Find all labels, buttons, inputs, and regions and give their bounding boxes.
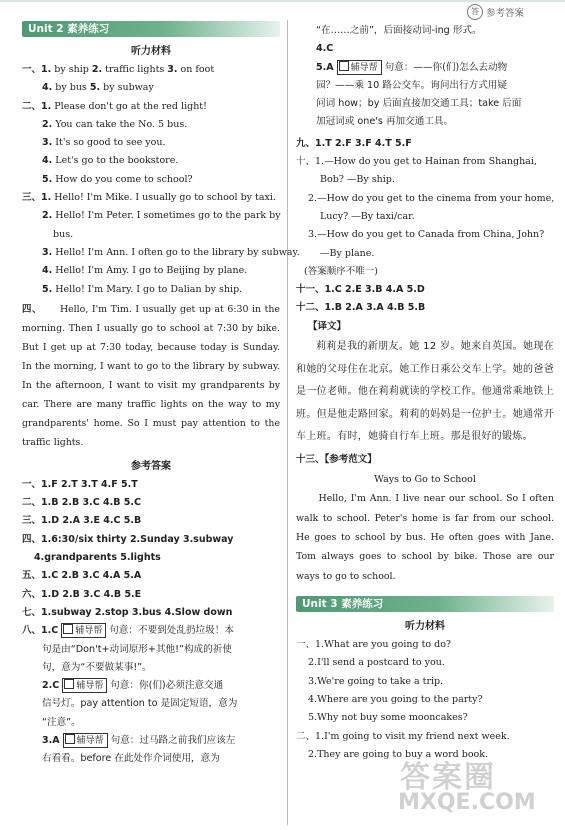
essay-title: Ways to Go to School [374,473,476,485]
item-text: by bus [55,82,90,94]
tag-label: 辅导帮 [76,681,104,692]
listening-lines [22,61,300,299]
section-ten-line [296,171,554,189]
section-eleven-answers: 十一、1.C 2.E 3.B 4.A 5.D [296,284,425,296]
listening-line [22,79,280,97]
section-ten-line [296,226,554,244]
unit3-title-bar: Unit 3 素养练习 [296,596,554,612]
listening-line [22,281,280,299]
r2-line [296,40,554,58]
tag-box-icon [339,61,349,71]
eight-1-number: 八、1.C [22,625,59,637]
tag-label: 辅导帮 [75,626,103,637]
item-text: Hello! I'm Amy. I go to Beijing by plane. [55,265,248,277]
unit3-text: 一、1.What are you going to do? [296,639,452,651]
item-number: 2. [91,64,103,75]
section-ten-text: Lucy? —By taxi/car. [320,210,415,222]
left-column [22,21,300,769]
item-number: 三、1. [22,192,52,204]
answer-row [22,512,280,530]
answers-title: 参考答案 [131,460,171,472]
r1-line: “在……之前”，后面接动词-ing 形式。 [316,25,482,36]
tag-label: 辅导帮 [76,736,104,747]
item-text: Let's go to the bookstore. [55,155,179,167]
column-divider [287,20,288,825]
tag-box-icon [64,679,74,689]
unit3-line [296,654,554,672]
item-number: 一、1. [22,64,52,75]
section-ten-text: (答案顺序不唯一) [304,265,378,277]
unit3-text: 二、1.I'm going to visit my friend next week. [296,730,510,742]
answer-row [22,586,280,604]
listening-line [22,244,300,262]
translation-label-text: 【译文】 [308,320,347,332]
section-four [22,300,280,452]
item-text: bus. [53,228,74,240]
listening-line [22,262,280,280]
eight-3-text: 句意：过马路之前我们应该左 [110,735,236,747]
section-eleven [296,281,554,299]
eight-1-line3: 句，意为“不要做某事!”。 [42,661,152,673]
listening3-title: 听力材料 [405,621,445,633]
answer-text: 七、1.subway 2.stop 3.bus 4.Slow down [22,606,233,618]
section-nine-answers: 九、1.T 2.F 3.F 4.T 5.F [296,137,412,149]
tutor-tag [337,60,382,75]
answer-row [22,549,280,567]
item-text: Hello! I'm Mary. I go to Dalian by ship. [55,283,243,295]
item-number: 5. [89,82,101,94]
eight-1-row [22,622,280,640]
r2-number: 4.C [316,43,334,55]
listening-line [22,98,280,116]
section-ten-line [296,153,554,171]
unit3-line [296,728,554,746]
translation-label [296,318,554,336]
item-text: Hello! I'm Mike. I usually go to school by taxi. [54,192,276,204]
watermark-main: 答案圈 [400,760,496,795]
header-label: 参考答案 [486,8,525,19]
unit3-line [296,673,554,691]
r3-row [296,59,554,77]
unit3-line [296,636,554,654]
tutor-tag [61,623,106,638]
r5-line: 问词 how；by 后面直接加交通工具；take 后面 [316,98,522,110]
eight-3-row [22,732,280,750]
unit3-text: 4.Where are you going to the party? [308,694,483,706]
r3-number: 5.A [316,61,334,73]
eight-3-number: 3.A [42,735,60,747]
eight-1-line2: 句是由“Don't+动词原形+其他!”构成的祈使 [42,643,232,655]
item-text: Hello! I'm Peter. I sometimes go to the park by [55,210,281,222]
item-text: Hello! I'm Ann. I often go to the library by subway. [55,246,300,258]
listening-line [22,152,280,170]
tutor-tag [62,678,107,693]
item-text: on foot [180,64,215,75]
page-header-label [467,4,557,20]
item-number: 二、1. [22,100,52,112]
r3-text: 句意：——你(们)怎么去动物 [384,61,508,73]
eight-3-line2: 右看看。before 在此处作介词使用，意为 [42,753,220,765]
item-number: 5. [42,283,53,295]
tag-box-icon [65,734,75,744]
eight-2-line3: “注意”。 [42,716,81,728]
unit3-listening-lines [296,636,554,764]
watermark-sub: MXQE.COM [398,790,536,815]
listening-line [22,61,280,79]
eight-2-text: 句意：你(们)必须注意交通 [110,680,224,692]
item-text: by subway [103,82,154,94]
answer-text: 一、1.F 2.T 3.T 4.F 5.T [22,478,138,490]
unit2-title-bar: Unit 2 素养练习 [22,21,280,37]
eight-2-number: 2.C [42,680,60,692]
answer-row [22,531,280,549]
translation-paragraph: 莉莉是我的新朋友。她 12 岁。她来自英国。她现在和她的父母住在北京。她工作日乘公交车上学。她的爸爸是一位老师。他在莉莉就读的学校工作。他通常乘地铁上班。但是他走路回家。莉莉的妈妈是一位护士。她通常开车上班。有时，她骑自行车上班。那是很好的锻炼。 [296,341,554,443]
item-number: 4. [42,82,53,94]
item-text: by ship [54,64,92,75]
unit3-line [296,709,554,727]
section-ten-text: —By plane. [320,247,375,259]
unit3-text: 2.They are going to buy a word book. [308,748,489,760]
answers-list [22,476,280,622]
item-number: 3. [42,246,53,258]
item-text: How do you come to school? [55,173,193,185]
section-thirteen-label: 十三、【参考范文】 [296,453,377,465]
section-ten-text: 2.—How do you get to the cinema from your home, [308,192,555,204]
answer-text: 三、1.D 2.A 3.E 4.C 5.B [22,515,142,527]
r4-line: 园？——乘 10 路公交车。询问出行方式用疑 [316,79,507,91]
answer-row [22,604,280,622]
eight-2-row [22,677,280,695]
listening-line [22,226,280,244]
section-ten-text: Bob? —By ship. [320,174,395,186]
eight-2-line2: 信号灯。pay attention to 是固定短语，意为 [42,698,238,710]
section-ten-line [296,190,554,208]
item-number: 5. [42,173,53,185]
listening-line [22,171,280,189]
listening-line [22,116,280,134]
answer-row [22,494,280,512]
answer-text: 五、1.C 2.B 3.C 4.A 5.A [22,570,142,582]
section-ten-line [296,263,554,281]
eight-1-text: 句意：不要到处乱扔垃圾！本 [109,625,234,637]
unit3-text: 2.I'll send a postcard to you. [308,657,445,669]
section-nine [296,135,554,153]
section-ten-line [296,245,554,263]
top-band [0,0,565,2]
section-four-paragraph: Hello, I'm Tim. I usually get up at 6:30 in the morning. Then I usually go to school at 7:30 by bike. But I get up at 7:30 today, because today is Sunday. In the morning, I want to go to the library by subway. In the afternoon, I want to visit my grandparents by car. There are many traffic lights on the way to my grandparents' home. So I must pay attention to the traffic lights. [22,303,280,448]
essay-paragraph: Hello, I'm Ann. I live near our school. So I often walk to school. Peter's home is far from our school. He goes to school by bus. He often goes with Jane. Tom always goes to school by bike. Those are our ways to go to school. [296,493,554,582]
unit3-text: 3.We're going to take a trip. [308,675,444,687]
answer-text: 4.grandparents 5.lights [34,552,161,564]
section-ten-text: 3.—How do you get to Canada from China, John? [308,229,545,241]
answer-text: 二、1.B 2.B 3.C 4.B 5.C [22,497,141,509]
r6-line: 加冠词或 one's 再加交通工具。 [316,116,454,128]
right-column [296,22,554,764]
listening-line [22,189,280,207]
section-ten [296,153,554,281]
item-number: 3. [42,137,53,149]
section-four-label: 四、 [22,303,42,315]
item-number: 4. [42,265,53,277]
tag-box-icon [63,624,73,634]
tutor-tag [63,733,108,748]
tag-label: 辅导帮 [350,62,378,73]
section-thirteen [296,451,554,469]
answer-row [22,476,280,494]
unit3-text: 5.Why not buy some mooncakes? [308,712,468,724]
item-text: Please don't go at the red light! [54,100,207,112]
item-number: 4. [42,155,53,167]
section-twelve-answers: 十二、1.B 2.A 3.A 4.B 5.B [296,302,426,314]
item-number: 2. [42,210,53,222]
answer-row [22,567,280,585]
section-ten-text: 十、1.—How do you get to Hainan from Shanghai, [296,156,537,168]
item-text: It's so good to see you. [55,137,166,149]
answer-text: 四、1.6:30/six thirty 2.Sunday 3.subway [22,533,234,545]
logo-icon: 答 [467,4,483,20]
listening-line [22,207,280,225]
item-text: You can take the No. 5 bus. [55,118,188,130]
item-number: 2. [42,118,53,130]
section-ten-line [296,208,554,226]
listening-line [22,134,280,152]
listening-title: 听力材料 [131,46,171,57]
item-text: traffic lights [105,64,168,75]
section-twelve [296,299,554,317]
item-number: 3. [167,64,178,75]
answer-text: 六、1.D 2.B 3.C 4.B 5.E [22,588,142,600]
unit3-line [296,691,554,709]
